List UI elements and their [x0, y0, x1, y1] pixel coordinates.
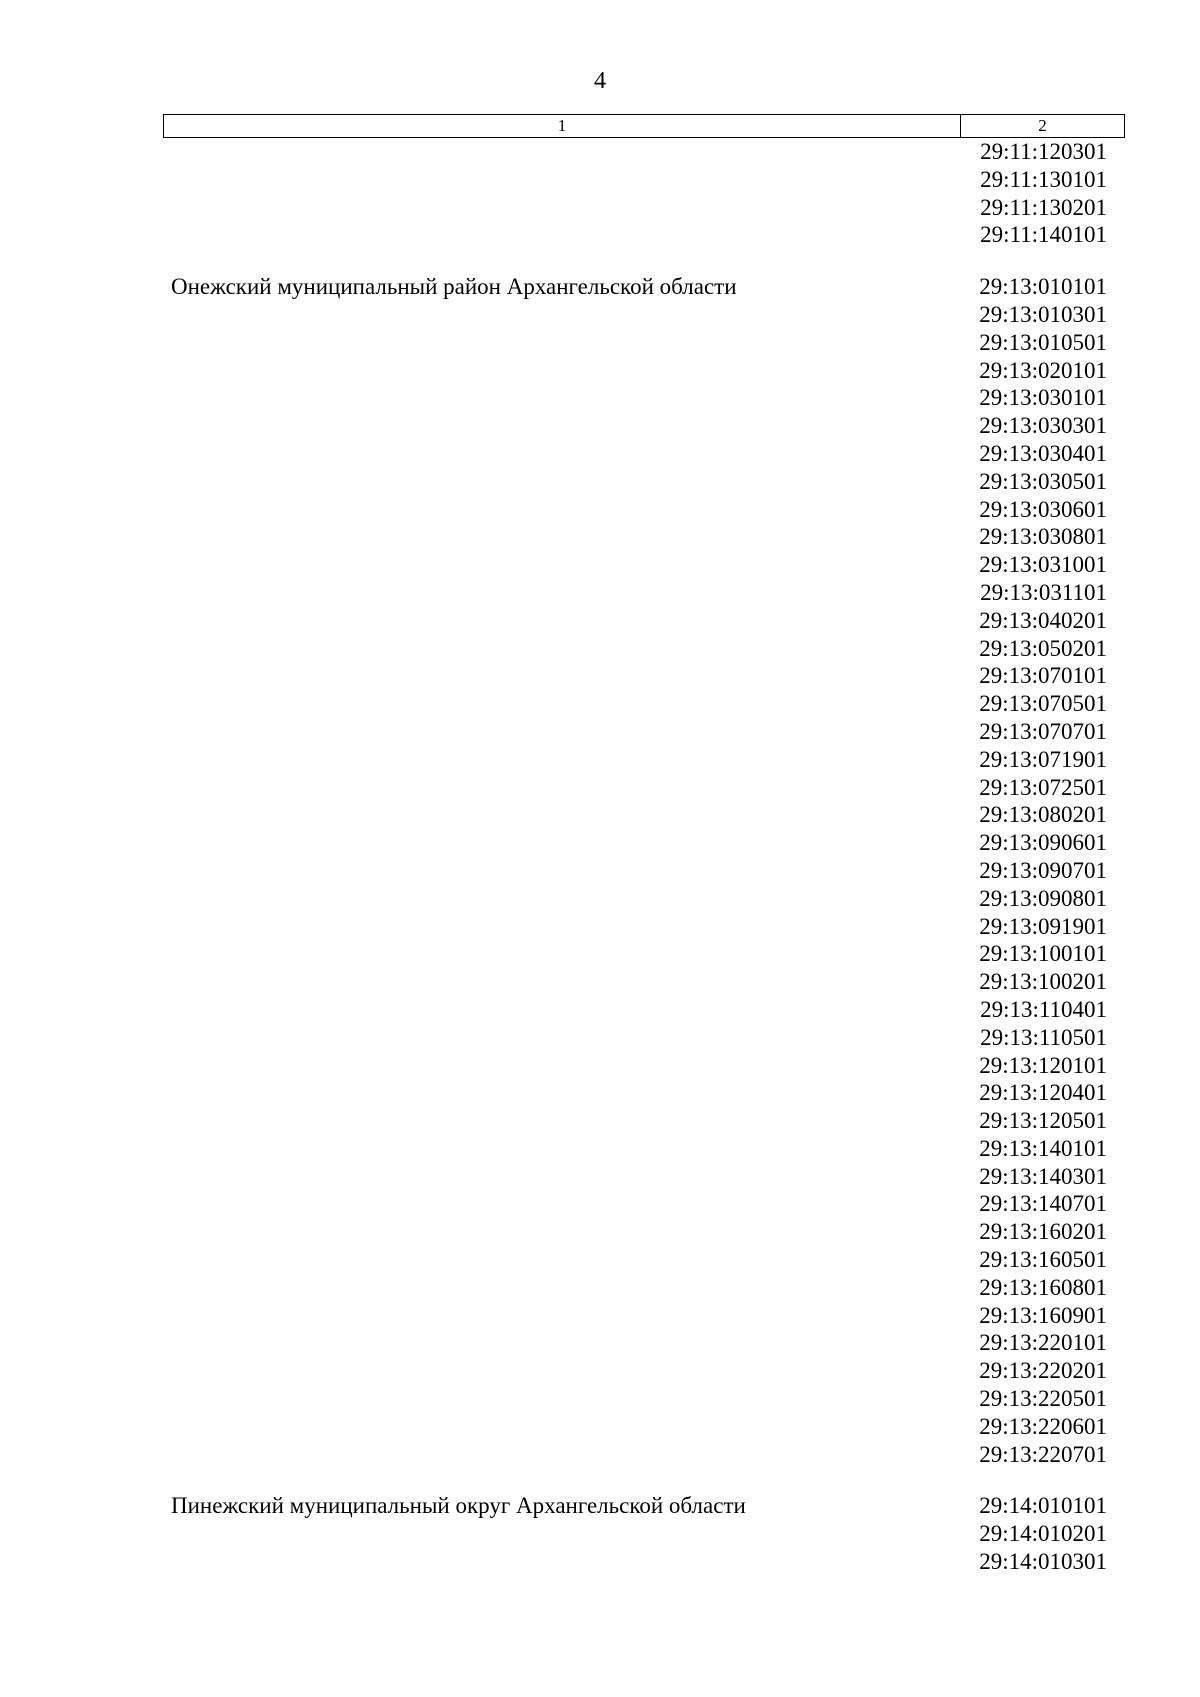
cadastral-code: 29:13:040201: [979, 607, 1107, 633]
cadastral-code: 29:13:110501: [980, 1024, 1107, 1050]
cadastral-code: 29:13:160901: [979, 1302, 1107, 1328]
cadastral-code: 29:13:072501: [979, 774, 1107, 800]
cadastral-code: 29:13:110401: [980, 996, 1107, 1022]
district-name: [163, 138, 960, 249]
cadastral-code: 29:13:020101: [979, 357, 1107, 383]
cadastral-code: 29:13:160501: [979, 1247, 1107, 1273]
cadastral-code: 29:14:010301: [979, 1549, 1107, 1575]
page-number: 4: [594, 68, 606, 94]
cadastral-code: 29:13:100101: [979, 941, 1107, 967]
cadastral-code: 29:13:030301: [979, 413, 1107, 439]
cadastral-code: 29:13:010301: [979, 301, 1107, 327]
cadastral-code: 29:13:030501: [979, 468, 1107, 494]
cadastral-code: 29:13:220701: [979, 1441, 1107, 1467]
cadastral-code: 29:13:070501: [979, 691, 1107, 717]
cadastral-code: 29:13:070701: [979, 718, 1107, 744]
cadastral-codes: [960, 273, 1125, 1468]
table-body: [163, 138, 1125, 1600]
cadastral-code: 29:13:031101: [980, 579, 1107, 605]
cadastral-codes: [960, 138, 1125, 249]
cadastral-code: 29:13:220201: [979, 1358, 1107, 1384]
cadastral-code: 29:13:050201: [979, 635, 1107, 661]
table-header-col-2: 2: [1038, 116, 1047, 135]
cadastral-code: 29:13:030801: [979, 524, 1107, 550]
cadastral-code: 29:13:080201: [979, 802, 1107, 828]
cadastral-code: 29:13:120101: [979, 1052, 1107, 1078]
cadastral-code: 29:13:100201: [979, 969, 1107, 995]
cadastral-code: 29:13:090701: [979, 857, 1107, 883]
cadastral-code: 29:13:031001: [979, 552, 1107, 578]
cadastral-code: 29:11:130201: [980, 194, 1107, 220]
cadastral-code: 29:13:010501: [979, 329, 1107, 355]
district-name: Пинежский муниципальный округ Архангельской области: [171, 1493, 746, 1519]
cadastral-code: 29:13:030101: [979, 385, 1107, 411]
cadastral-code: 29:13:120401: [979, 1080, 1107, 1106]
cadastral-code: 29:13:010101: [979, 274, 1107, 300]
table-header-col-1: 1: [164, 115, 961, 137]
cadastral-code: 29:13:091901: [979, 913, 1107, 939]
cadastral-code: 29:13:030401: [979, 440, 1107, 466]
cadastral-code: 29:13:090801: [979, 885, 1107, 911]
cadastral-code: 29:14:010101: [979, 1493, 1107, 1519]
cadastral-code: 29:13:071901: [979, 746, 1107, 772]
cadastral-code: 29:13:120501: [979, 1108, 1107, 1134]
cadastral-code: 29:13:220101: [979, 1330, 1107, 1356]
cadastral-code: 29:13:160801: [979, 1274, 1107, 1300]
cadastral-code: 29:13:140701: [979, 1191, 1107, 1217]
table-row-group: [163, 138, 1125, 249]
table-row-group: [163, 273, 1125, 1468]
cadastral-code: 29:11:130101: [980, 166, 1107, 192]
cadastral-codes: [960, 1492, 1125, 1575]
cadastral-code: 29:13:220601: [979, 1413, 1107, 1439]
cadastral-code: 29:13:220501: [979, 1386, 1107, 1412]
cadastral-code: 29:13:030601: [979, 496, 1107, 522]
cadastral-code: 29:14:010201: [979, 1521, 1107, 1547]
cadastral-code: 29:11:140101: [980, 222, 1107, 248]
district-name: Онежский муниципальный район Архангельской области: [171, 274, 737, 300]
cadastral-code: 29:13:160201: [979, 1219, 1107, 1245]
cadastral-code: 29:13:140301: [979, 1163, 1107, 1189]
table-row-group: [163, 1492, 1125, 1575]
cadastral-code: 29:13:070101: [979, 663, 1107, 689]
cadastral-code: 29:11:120301: [980, 139, 1107, 164]
cadastral-code: 29:13:140101: [979, 1135, 1107, 1161]
cadastral-code: 29:13:090601: [979, 830, 1107, 856]
table-header: [163, 114, 1125, 138]
